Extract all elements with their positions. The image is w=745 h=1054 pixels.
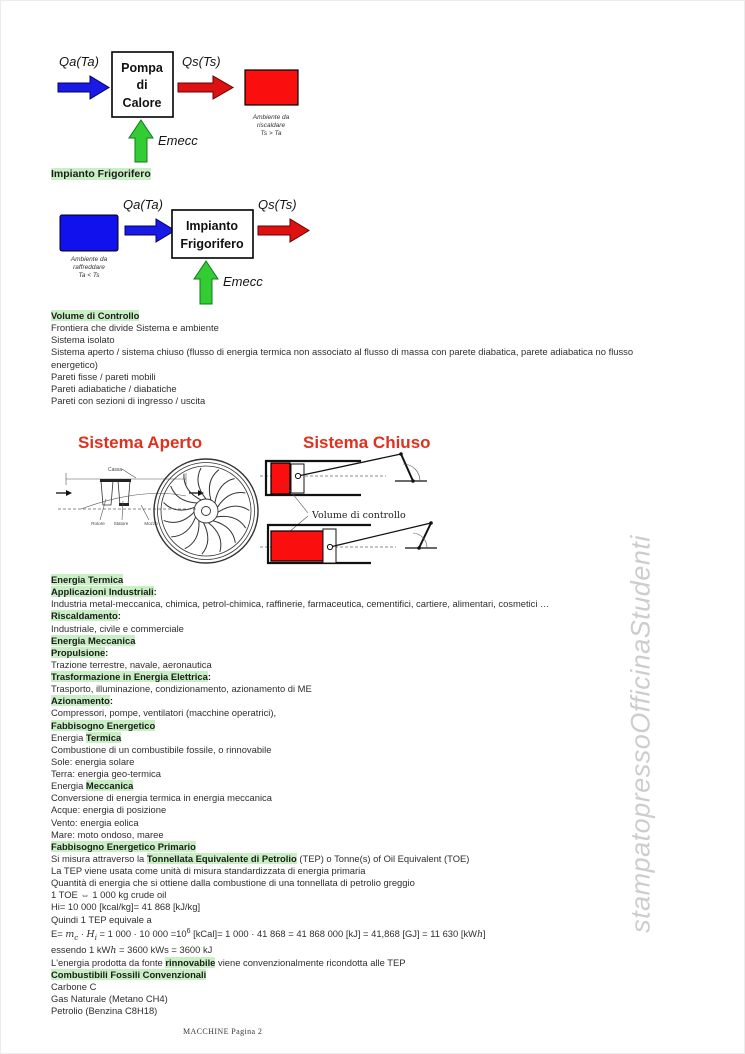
text-segment: : xyxy=(207,671,211,682)
text-line xyxy=(51,969,711,981)
text-line xyxy=(51,371,711,383)
text-line xyxy=(51,877,711,889)
text-line xyxy=(51,993,711,1005)
text-line xyxy=(51,322,711,334)
piston-pin xyxy=(295,473,300,478)
heat-pump-box-line: Pompa xyxy=(121,61,163,75)
text-line xyxy=(51,1005,711,1017)
text-line xyxy=(51,334,711,346)
frigo-output-label: Qs(Ts) xyxy=(258,197,297,212)
text-segment: Fabbisogno Energetico xyxy=(51,719,156,731)
text-segment: : xyxy=(153,586,157,598)
text-segment: : xyxy=(105,646,109,658)
text-line xyxy=(51,841,711,853)
section-heading-impianto-frigorifero xyxy=(51,168,151,180)
text-line xyxy=(51,623,711,635)
hot-ambient-caption: Ts > Ta xyxy=(260,130,282,137)
text-segment: h xyxy=(110,944,117,956)
text-segment: Sole: energia solare xyxy=(51,755,135,767)
text-segment: Energia xyxy=(51,780,86,792)
text-line xyxy=(51,647,711,659)
text-line xyxy=(51,957,711,969)
text-line xyxy=(51,901,711,913)
red-arrow-icon xyxy=(178,76,233,99)
text-segment: Petrolio (Benzina C8H18) xyxy=(51,1005,158,1017)
red-arrow-icon xyxy=(258,219,309,242)
text-line xyxy=(51,720,711,732)
text-segment: [kCal]= 1 000 · 41 868 = 41 868 000 [kJ] = 41,868 [GJ] = 11 630 [kW xyxy=(190,927,477,939)
blue-arrow-icon xyxy=(58,76,109,99)
text-segment: Pareti con sezioni di ingresso / uscita xyxy=(51,394,206,406)
heat-pump-box-line: di xyxy=(136,78,148,92)
text-segment: h xyxy=(476,928,484,940)
fan-blade-line xyxy=(163,498,195,515)
text-segment: Meccanica xyxy=(85,780,134,792)
text-segment: Volume di Controllo xyxy=(51,310,140,321)
text-segment: Sistema isolato xyxy=(51,334,115,346)
text-line xyxy=(51,914,711,926)
text-segment: Compressori, pompe, ventilatori (macchine operatrici), xyxy=(51,707,277,719)
fan-side-view xyxy=(56,467,204,526)
fan-blade-line xyxy=(181,521,206,551)
control-volume-gas xyxy=(271,531,323,561)
sistemi-figure xyxy=(56,421,516,579)
text-segment: Quantità di energia che si ottiene dalla combustione di una tonnellata di petrolio greggio xyxy=(51,877,415,889)
text-segment: Energia Meccanica xyxy=(51,634,136,646)
text-segment: : xyxy=(117,610,121,622)
text-segment: Quindi 1 TEP equivale a xyxy=(51,913,152,925)
text-line xyxy=(51,671,711,683)
text-segment: Frontiera che divide Sistema e ambiente xyxy=(51,322,219,334)
cold-ambient-caption: Ta < Ts xyxy=(78,272,100,279)
fan-blade-line xyxy=(204,468,224,500)
text-line xyxy=(51,359,711,371)
text-line xyxy=(51,707,711,719)
text-segment: ] xyxy=(483,927,486,939)
fan-front-view xyxy=(154,459,258,563)
text-segment: La TEP viene usata come unità di misura standardizzata di energia primaria xyxy=(51,865,366,876)
text-segment: Energia xyxy=(51,731,86,743)
text-segment: Propulsione xyxy=(51,646,106,658)
text-line xyxy=(51,635,711,647)
heat-input-label: Qa(Ta) xyxy=(59,54,99,69)
text-line xyxy=(51,944,711,957)
rotor-label: Rotore xyxy=(91,521,105,526)
watermark: stampatopressoOfficinaStudenti xyxy=(625,535,656,933)
stator-blade xyxy=(118,481,130,505)
frigo-box-line: Impianto xyxy=(185,219,239,233)
text-line xyxy=(51,817,711,829)
text-segment: Sistema aperto / sistema chiuso (flusso di energia termica non associato al flusso di massa con parete diabatica, parete adiabatica no flusso xyxy=(51,346,634,358)
text-line xyxy=(51,926,711,944)
text-segment: Fabbisogno Energetico Primario xyxy=(51,840,196,852)
text-line xyxy=(51,792,711,804)
text-line xyxy=(51,732,711,744)
text-line xyxy=(51,804,711,816)
text-line xyxy=(51,865,711,877)
fan-casing-label: Cassa xyxy=(108,467,123,473)
text-segment: = 1 000 · 10 000 =10 xyxy=(96,927,187,939)
control-volume-gas xyxy=(271,463,290,494)
frigo-box-line: Frigorifero xyxy=(180,237,244,251)
text-segment: Industria metal-meccanica, chimica, petrol-chimica, raffinerie, farmaceutica, cementifici, cartiere, alimentari, cosmetici … xyxy=(51,598,550,610)
text-segment: 6 xyxy=(186,927,191,935)
mech-energy-label: Emecc xyxy=(158,133,198,148)
text-segment: E= xyxy=(51,927,66,939)
text-segment: Termica xyxy=(85,731,122,743)
closed-system-title: Sistema Chiuso xyxy=(303,433,431,452)
text-line xyxy=(51,780,711,792)
text-segment: i xyxy=(94,933,97,942)
text-segment: Mare: moto ondoso, maree xyxy=(51,828,164,840)
text-segment: m xyxy=(65,928,75,940)
text-line xyxy=(51,598,711,610)
cold-ambient-caption: raffreddare xyxy=(73,264,105,271)
text-line xyxy=(51,889,711,901)
text-segment: Carbone C xyxy=(51,981,97,993)
text-segment: Trazione terrestre, navale, aeronautica xyxy=(51,658,212,670)
text-line xyxy=(51,310,711,322)
page-footer: MACCHINE Pagina 2 xyxy=(183,1027,263,1036)
fan-blade-line xyxy=(216,510,247,532)
piston-cylinder-top xyxy=(260,452,427,495)
text-line xyxy=(51,768,711,780)
text-segment: · xyxy=(78,927,87,939)
fan-blade-line xyxy=(218,504,250,515)
refrigeration-diagram xyxy=(41,194,371,316)
stator-label: Statore xyxy=(113,521,129,526)
text-segment: c xyxy=(74,933,79,942)
fan-blade-line xyxy=(169,517,200,539)
text-segment: (TEP) o Tonne(s) of Oil Equivalent (TOE) xyxy=(296,852,470,864)
fan-blade-line xyxy=(215,490,247,507)
text-segment: Hi= 10 000 [kcal/kg]= 41 868 [kJ/kg] xyxy=(51,901,201,913)
hot-ambient-box xyxy=(245,70,298,105)
hub-label: Mozzo xyxy=(144,521,158,526)
text-segment: Trasformazione in Energia Elettrica xyxy=(51,671,208,682)
cold-ambient-caption: Ambiente da xyxy=(70,256,108,263)
text-line xyxy=(51,853,711,865)
text-line xyxy=(51,610,711,622)
text-line xyxy=(51,395,711,407)
text-segment: H xyxy=(86,928,95,940)
text-segment: essendo 1 kW xyxy=(51,943,111,955)
rotor-blade xyxy=(101,481,113,505)
text-segment: Combustibili Fossili Convenzionali xyxy=(51,969,207,980)
piston-pin xyxy=(327,544,332,549)
flow-arrow-icon xyxy=(66,490,72,496)
open-system-title: Sistema Aperto xyxy=(78,433,203,452)
green-up-arrow-icon xyxy=(129,120,153,162)
text-segment: Si misura attraverso la xyxy=(51,852,147,864)
text-segment: Vento: energia eolica xyxy=(51,816,139,828)
volume-di-controllo-block xyxy=(51,310,711,407)
heat-pump-diagram xyxy=(41,46,371,168)
text-segment: energetico) xyxy=(51,358,98,370)
energia-block xyxy=(51,574,711,1018)
text-line xyxy=(51,383,711,395)
text-line xyxy=(51,695,711,707)
blue-arrow-icon xyxy=(125,219,175,242)
hot-ambient-caption: Ambiente da xyxy=(252,114,290,121)
text-segment: Pareti fisse / pareti mobili xyxy=(51,370,156,382)
text-line xyxy=(51,744,711,756)
text-segment: Industriale, civile e commerciale xyxy=(51,622,184,634)
text-segment: : xyxy=(109,695,113,707)
text-line xyxy=(51,683,711,695)
text-segment: Energia Termica xyxy=(51,574,124,585)
highlighted-heading-text: Impianto Frigorifero xyxy=(51,168,151,180)
control-volume-label: Volume di controllo xyxy=(312,510,406,521)
piston-cylinder-bottom xyxy=(260,521,437,563)
text-segment: Trasporto, illuminazione, condizionamento, azionamento di ME xyxy=(51,683,312,695)
text-line xyxy=(51,346,711,358)
text-line xyxy=(51,981,711,993)
green-up-arrow-icon xyxy=(194,261,218,304)
text-line xyxy=(51,586,711,598)
text-line xyxy=(51,659,711,671)
text-segment: 1 TOE ⇔ 1 000 kg crude oil xyxy=(51,889,167,901)
text-segment: Acque: energia di posizione xyxy=(51,804,167,816)
text-line xyxy=(51,756,711,768)
text-segment: = 3600 kWs = 3600 kJ xyxy=(116,943,213,955)
text-segment: Applicazioni Industriali xyxy=(51,586,154,598)
frigo-input-label: Qa(Ta) xyxy=(123,197,163,212)
text-segment: Gas Naturale (Metano CH4) xyxy=(51,993,168,1005)
text-segment: Tonnellata Equivalente di Petrolio xyxy=(146,852,297,864)
text-segment: Riscaldamento xyxy=(51,610,118,622)
hub-curve xyxy=(81,493,186,509)
heat-pump-box-line: Calore xyxy=(122,96,162,110)
text-segment: rinnovabile xyxy=(165,956,216,968)
mech-energy-label: Emecc xyxy=(223,274,263,289)
text-segment: Azionamento xyxy=(51,695,110,707)
fan-blade-line xyxy=(208,521,222,553)
text-line xyxy=(51,574,711,586)
heat-output-label: Qs(Ts) xyxy=(182,54,221,69)
cold-ambient-box xyxy=(60,215,118,251)
text-segment: Combustione di un combustibile fossile, o rinnovabile xyxy=(51,743,272,755)
text-segment: Terra: energia geo-termica xyxy=(51,768,161,779)
fan-blade-line xyxy=(163,512,195,523)
text-line xyxy=(51,829,711,841)
text-segment: L'energia prodotta da fonte xyxy=(51,956,166,968)
text-segment: Pareti adiabatiche / diabatiche xyxy=(51,382,177,394)
text-segment: Conversione di energia termica in energia meccanica xyxy=(51,792,272,804)
hot-ambient-caption: riscaldare xyxy=(256,122,286,129)
fan-wheel-spokes xyxy=(163,468,250,555)
text-segment: viene convenzionalmente ricondotta alle TEP xyxy=(215,956,406,968)
